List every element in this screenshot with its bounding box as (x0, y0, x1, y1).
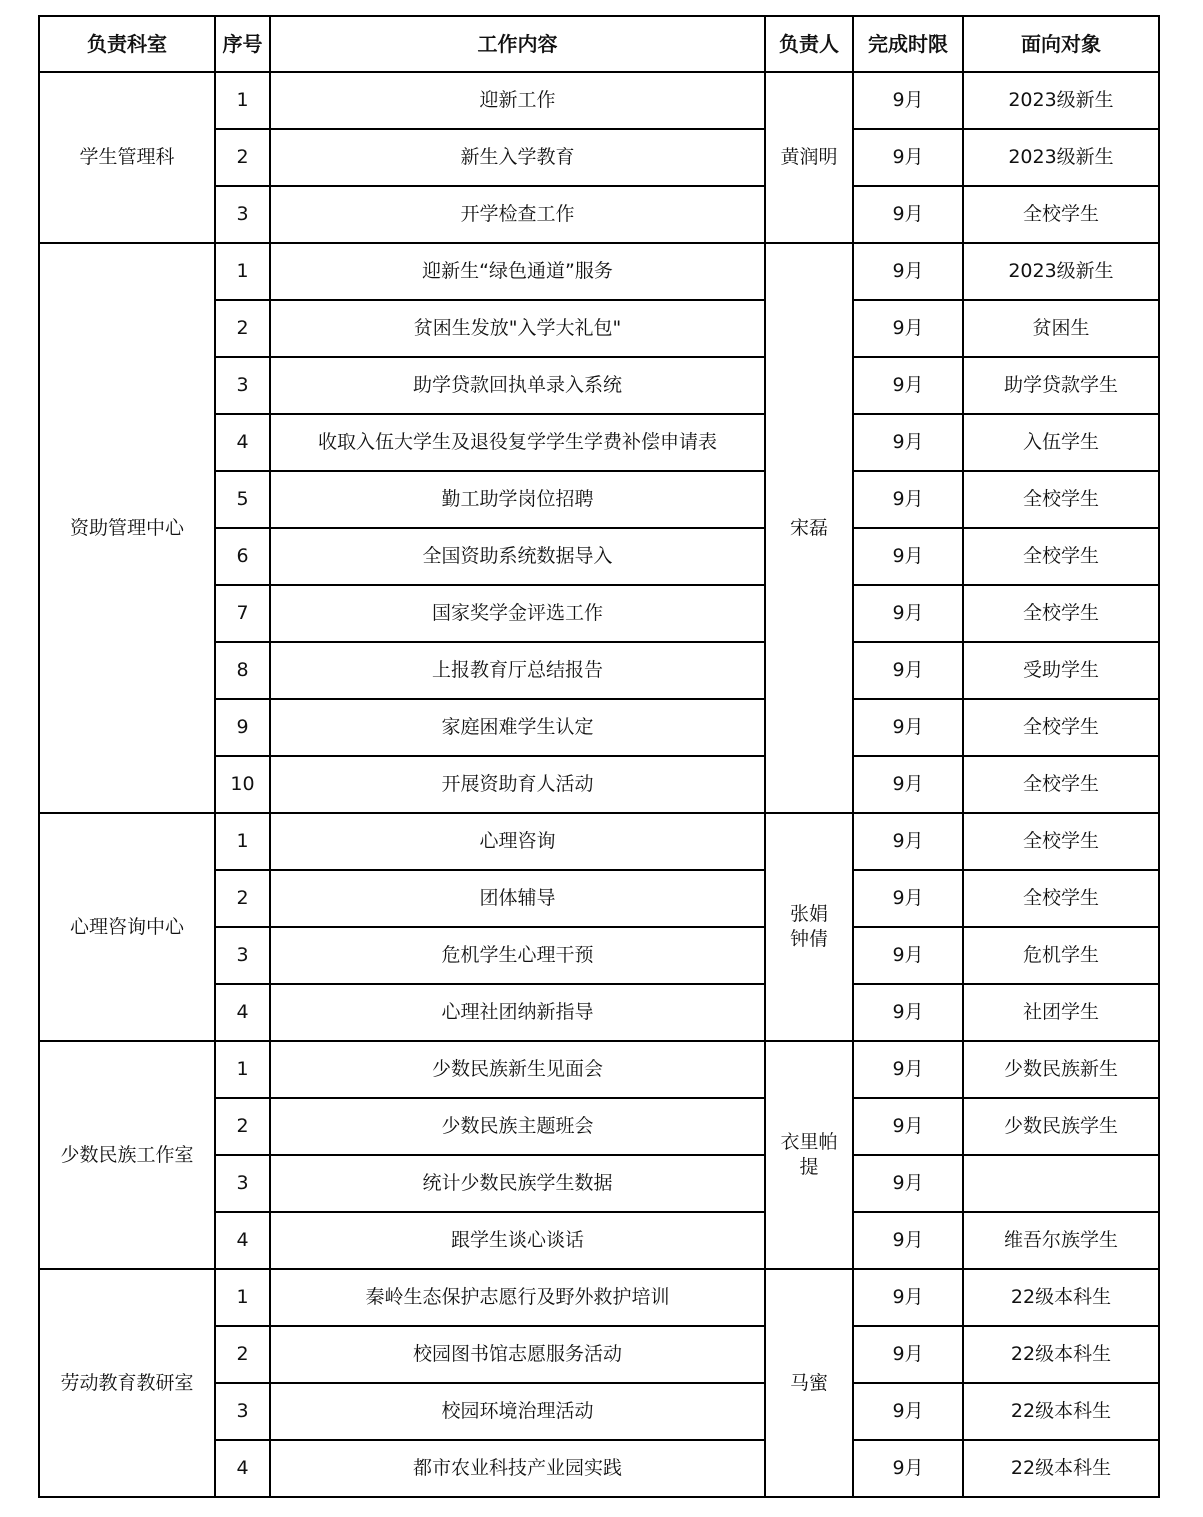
deadline-cell: 9月 (853, 927, 963, 984)
content-cell: 贫困生发放"入学大礼包" (270, 300, 765, 357)
num-cell: 5 (215, 471, 270, 528)
dept-cell: 劳动教育教研室 (39, 1269, 215, 1497)
num-cell: 4 (215, 1440, 270, 1497)
content-cell: 秦岭生态保护志愿行及野外救护培训 (270, 1269, 765, 1326)
deadline-cell: 9月 (853, 984, 963, 1041)
deadline-cell: 9月 (853, 1041, 963, 1098)
content-cell: 国家奖学金评选工作 (270, 585, 765, 642)
num-cell: 7 (215, 585, 270, 642)
target-cell: 全校学生 (963, 585, 1159, 642)
person-name: 黄润明 (780, 146, 838, 169)
deadline-cell: 9月 (853, 1212, 963, 1269)
num-cell: 3 (215, 1383, 270, 1440)
num-cell: 3 (215, 186, 270, 243)
deadline-cell: 9月 (853, 870, 963, 927)
target-cell: 2023级新生 (963, 129, 1159, 186)
target-cell: 2023级新生 (963, 243, 1159, 300)
content-cell: 跟学生谈心谈话 (270, 1212, 765, 1269)
target-cell: 22级本科生 (963, 1326, 1159, 1383)
target-cell: 贫困生 (963, 300, 1159, 357)
work-plan-table (38, 15, 1160, 1498)
num-cell: 2 (215, 300, 270, 357)
table-row (39, 1041, 1159, 1098)
target-cell: 全校学生 (963, 870, 1159, 927)
deadline-cell: 9月 (853, 300, 963, 357)
content-cell: 心理社团纳新指导 (270, 984, 765, 1041)
header-person: 负责人 (765, 16, 853, 72)
target-cell: 维吾尔族学生 (963, 1212, 1159, 1269)
num-cell: 6 (215, 528, 270, 585)
content-cell: 开展资助育人活动 (270, 756, 765, 813)
num-cell: 2 (215, 129, 270, 186)
header-num: 序号 (215, 16, 270, 72)
dept-cell: 学生管理科 (39, 72, 215, 243)
header-content: 工作内容 (270, 16, 765, 72)
content-cell: 迎新工作 (270, 72, 765, 129)
target-cell: 22级本科生 (963, 1269, 1159, 1326)
dept-cell: 资助管理中心 (39, 243, 215, 813)
content-cell: 少数民族新生见面会 (270, 1041, 765, 1098)
num-cell: 4 (215, 984, 270, 1041)
header-target: 面向对象 (963, 16, 1159, 72)
target-cell: 社团学生 (963, 984, 1159, 1041)
content-cell: 少数民族主题班会 (270, 1098, 765, 1155)
content-cell: 团体辅导 (270, 870, 765, 927)
content-cell: 心理咨询 (270, 813, 765, 870)
person-name: 马蜜 (789, 1371, 828, 1394)
deadline-cell: 9月 (853, 72, 963, 129)
content-cell: 校园图书馆志愿服务活动 (270, 1326, 765, 1383)
content-cell: 统计少数民族学生数据 (270, 1155, 765, 1212)
target-cell: 2023级新生 (963, 72, 1159, 129)
content-cell: 上报教育厅总结报告 (270, 642, 765, 699)
deadline-cell: 9月 (853, 357, 963, 414)
num-cell: 1 (215, 1041, 270, 1098)
deadline-cell: 9月 (853, 756, 963, 813)
header-dept: 负责科室 (39, 16, 215, 72)
target-cell: 受助学生 (963, 642, 1159, 699)
header-row (39, 16, 1159, 72)
content-cell: 助学贷款回执单录入系统 (270, 357, 765, 414)
deadline-cell: 9月 (853, 129, 963, 186)
num-cell: 4 (215, 414, 270, 471)
num-cell: 1 (215, 72, 270, 129)
person-name: 宋磊 (789, 516, 828, 539)
num-cell: 3 (215, 1155, 270, 1212)
target-cell: 22级本科生 (963, 1383, 1159, 1440)
num-cell: 3 (215, 927, 270, 984)
content-cell: 校园环境治理活动 (270, 1383, 765, 1440)
table-row (39, 813, 1159, 870)
deadline-cell: 9月 (853, 243, 963, 300)
deadline-cell: 9月 (853, 1326, 963, 1383)
deadline-cell: 9月 (853, 813, 963, 870)
target-cell: 全校学生 (963, 813, 1159, 870)
target-cell: 22级本科生 (963, 1440, 1159, 1497)
dept-cell: 少数民族工作室 (39, 1041, 215, 1269)
num-cell: 1 (215, 243, 270, 300)
num-cell: 2 (215, 870, 270, 927)
dept-cell: 心理咨询中心 (39, 813, 215, 1041)
target-cell: 危机学生 (963, 927, 1159, 984)
num-cell: 1 (215, 813, 270, 870)
person-cell (765, 1041, 853, 1269)
person-name: 钟倩 (789, 928, 828, 950)
person-cell (765, 1269, 853, 1497)
person-name: 张娟 (789, 903, 828, 926)
num-cell: 1 (215, 1269, 270, 1326)
deadline-cell: 9月 (853, 528, 963, 585)
content-cell: 勤工助学岗位招聘 (270, 471, 765, 528)
num-cell: 9 (215, 699, 270, 756)
header-deadline: 完成时限 (853, 16, 963, 72)
target-cell: 全校学生 (963, 471, 1159, 528)
deadline-cell: 9月 (853, 471, 963, 528)
deadline-cell: 9月 (853, 699, 963, 756)
num-cell: 2 (215, 1326, 270, 1383)
deadline-cell: 9月 (853, 642, 963, 699)
person-name: 衣里帕 (780, 1131, 838, 1154)
deadline-cell: 9月 (853, 1383, 963, 1440)
num-cell: 8 (215, 642, 270, 699)
content-cell: 收取入伍大学生及退役复学学生学费补偿申请表 (270, 414, 765, 471)
deadline-cell: 9月 (853, 414, 963, 471)
table-row (39, 1269, 1159, 1326)
num-cell: 2 (215, 1098, 270, 1155)
target-cell: 入伍学生 (963, 414, 1159, 471)
content-cell: 新生入学教育 (270, 129, 765, 186)
target-cell: 全校学生 (963, 756, 1159, 813)
num-cell: 4 (215, 1212, 270, 1269)
deadline-cell: 9月 (853, 1098, 963, 1155)
target-cell (963, 1155, 1159, 1212)
person-cell (765, 813, 853, 1041)
deadline-cell: 9月 (853, 186, 963, 243)
num-cell: 3 (215, 357, 270, 414)
deadline-cell: 9月 (853, 1269, 963, 1326)
target-cell: 助学贷款学生 (963, 357, 1159, 414)
target-cell: 少数民族学生 (963, 1098, 1159, 1155)
content-cell: 危机学生心理干预 (270, 927, 765, 984)
content-cell: 迎新生“绿色通道”服务 (270, 243, 765, 300)
person-cell (765, 243, 853, 813)
target-cell: 全校学生 (963, 528, 1159, 585)
content-cell: 开学检查工作 (270, 186, 765, 243)
num-cell: 10 (215, 756, 270, 813)
target-cell: 少数民族新生 (963, 1041, 1159, 1098)
table-body (39, 72, 1159, 1497)
person-name: 提 (799, 1156, 819, 1178)
target-cell: 全校学生 (963, 699, 1159, 756)
table-row (39, 243, 1159, 300)
deadline-cell: 9月 (853, 585, 963, 642)
deadline-cell: 9月 (853, 1440, 963, 1497)
content-cell: 家庭困难学生认定 (270, 699, 765, 756)
table-row (39, 72, 1159, 129)
deadline-cell: 9月 (853, 1155, 963, 1212)
person-cell (765, 72, 853, 243)
content-cell: 全国资助系统数据导入 (270, 528, 765, 585)
content-cell: 都市农业科技产业园实践 (270, 1440, 765, 1497)
target-cell: 全校学生 (963, 186, 1159, 243)
